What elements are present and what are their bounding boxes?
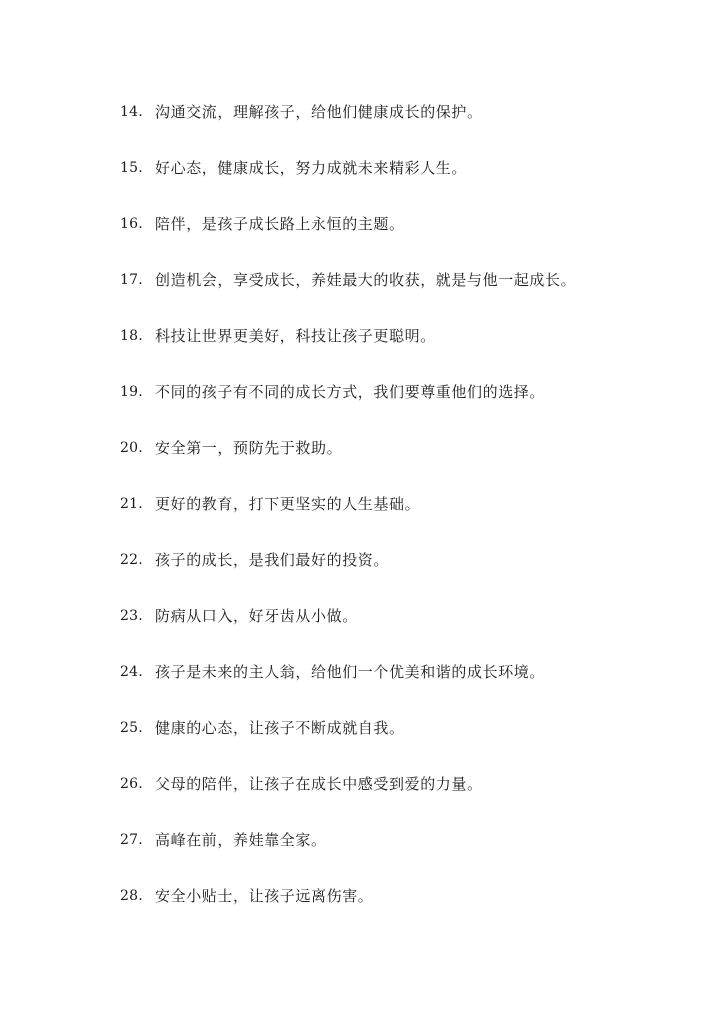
slogan-list: [120, 84, 680, 924]
list-item: [120, 84, 680, 140]
item-number: 18.: [120, 328, 143, 344]
item-number: 14.: [120, 104, 143, 120]
item-text: 防病从口入，好牙齿从小做。: [155, 607, 358, 625]
item-number: 26.: [120, 776, 143, 792]
list-item: [120, 140, 680, 196]
item-number: 28.: [120, 888, 143, 904]
item-number: 16.: [120, 216, 143, 232]
list-item: [120, 364, 680, 420]
item-text: 不同的孩子有不同的成长方式，我们要尊重他们的选择。: [155, 383, 546, 401]
item-text: 安全小贴士，让孩子远离伤害。: [155, 887, 374, 905]
item-text: 父母的陪伴，让孩子在成长中感受到爱的力量。: [155, 775, 483, 793]
list-item: [120, 812, 680, 868]
list-item: [120, 588, 680, 644]
item-number: 23.: [120, 608, 143, 624]
item-text: 孩子的成长，是我们最好的投资。: [155, 551, 390, 569]
list-item: [120, 756, 680, 812]
item-text: 孩子是未来的主人翁，给他们一个优美和谐的成长环境。: [155, 663, 546, 681]
item-number: 24.: [120, 664, 143, 680]
item-text: 高峰在前，养娃靠全家。: [155, 831, 327, 849]
item-text: 更好的教育，打下更坚实的人生基础。: [155, 495, 421, 513]
item-text: 科技让世界更美好，科技让孩子更聪明。: [155, 327, 436, 345]
item-number: 17.: [120, 272, 143, 288]
item-text: 陪伴，是孩子成长路上永恒的主题。: [155, 215, 405, 233]
item-number: 19.: [120, 384, 143, 400]
item-text: 健康的心态，让孩子不断成就自我。: [155, 719, 405, 737]
list-item: [120, 700, 680, 756]
item-text: 安全第一，预防先于救助。: [155, 439, 343, 457]
item-number: 22.: [120, 552, 143, 568]
list-item: [120, 196, 680, 252]
item-number: 20.: [120, 440, 143, 456]
item-text: 创造机会，享受成长，养娃最大的收获，就是与他一起成长。: [155, 271, 577, 289]
list-item: [120, 644, 680, 700]
list-item: [120, 308, 680, 364]
item-text: 好心态，健康成长，努力成就未来精彩人生。: [155, 159, 468, 177]
list-item: [120, 420, 680, 476]
item-number: 21.: [120, 496, 143, 512]
list-item: [120, 868, 680, 924]
list-item: [120, 532, 680, 588]
list-item: [120, 476, 680, 532]
item-number: 15.: [120, 160, 143, 176]
list-item: [120, 252, 680, 308]
item-number: 27.: [120, 832, 143, 848]
item-number: 25.: [120, 720, 143, 736]
item-text: 沟通交流，理解孩子，给他们健康成长的保护。: [155, 103, 483, 121]
